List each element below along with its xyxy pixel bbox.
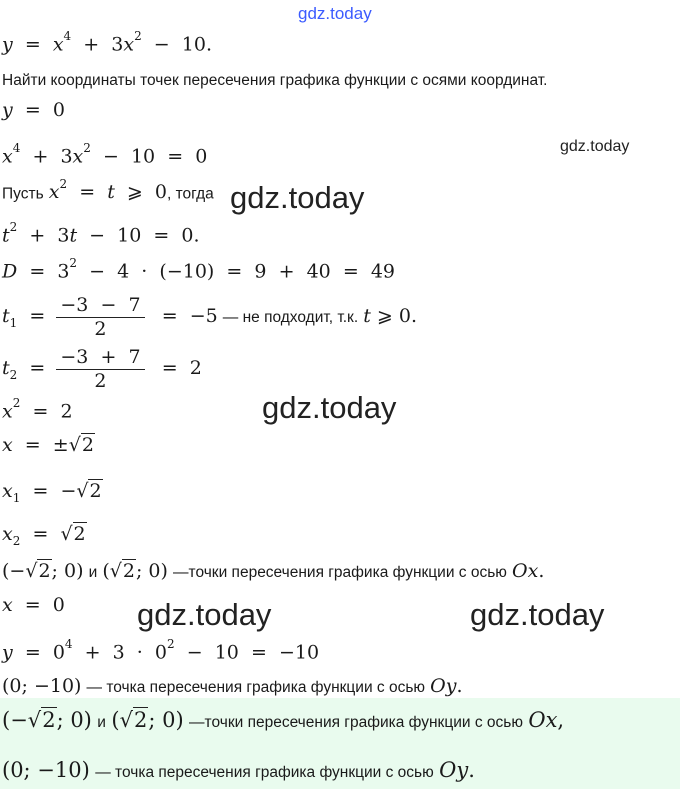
watermark-mid1: gdz.today — [230, 180, 365, 215]
equation-discriminant: $D = 3^2 - 4 \cdot (-10) = 9 + 40 = 49$ — [2, 256, 396, 283]
watermark-low-right: gdz.today — [470, 597, 605, 632]
equation-x-plusminus: x = ±√2 — [2, 434, 94, 456]
point-oy: (0; −10) — точка пересечения графика функции с осью Oy. — [2, 675, 463, 697]
equation-quartic-zero: $x^4 + 3x^2 - 10 = 0$ — [2, 141, 208, 168]
watermark-right-small: gdz.today — [560, 138, 630, 155]
watermark-top: gdz.today — [298, 4, 372, 23]
points-ox: (−√2; 0) и (√2; 0) —точки пересечения графика функции с осью Ox. — [2, 560, 545, 582]
answer-box — [0, 698, 680, 789]
root-t1: $t_1$ = $\frac{-3 - 7}{2}$ = −5 — не подходит, т.к. t ⩾ 0. — [2, 294, 418, 340]
substitution-line: Пусть $x^2 = t$ ⩾ 0, тогда — [2, 177, 214, 204]
answer-points-ox: (−√2; 0) и (√2; 0) —точки пересечения графика функции с осью Ox, — [2, 708, 565, 732]
watermark-mid2: gdz.today — [262, 390, 397, 425]
equation-y-value: $y = 0^4 + 3 \cdot 0^2 - 10 = -10$ — [2, 637, 320, 664]
equation-quadratic: $t^2 + 3t - 10 = 0$. — [2, 220, 200, 247]
answer-point-oy: (0; −10) — точка пересечения графика функции с осью Oy. — [2, 758, 475, 782]
equation-x-squared: $x^2 = 2$ — [2, 396, 73, 423]
equation-function: $y = x^4 + 3x^2 - 10$. — [2, 29, 212, 56]
task-text: Найти координаты точек пересечения графика функции с осями координат. — [2, 72, 548, 89]
equation-x2: $x_2 = √2$ — [2, 523, 86, 548]
equation-x-zero: x = 0 — [2, 594, 65, 616]
root-t2: $t_2$ = $\frac{-3 + 7}{2}$ = 2 — [2, 346, 202, 392]
watermark-low-left: gdz.today — [137, 597, 272, 632]
equation-y-zero: y = 0 — [2, 99, 65, 121]
equation-x1: $x_1 = -√2$ — [2, 480, 102, 505]
